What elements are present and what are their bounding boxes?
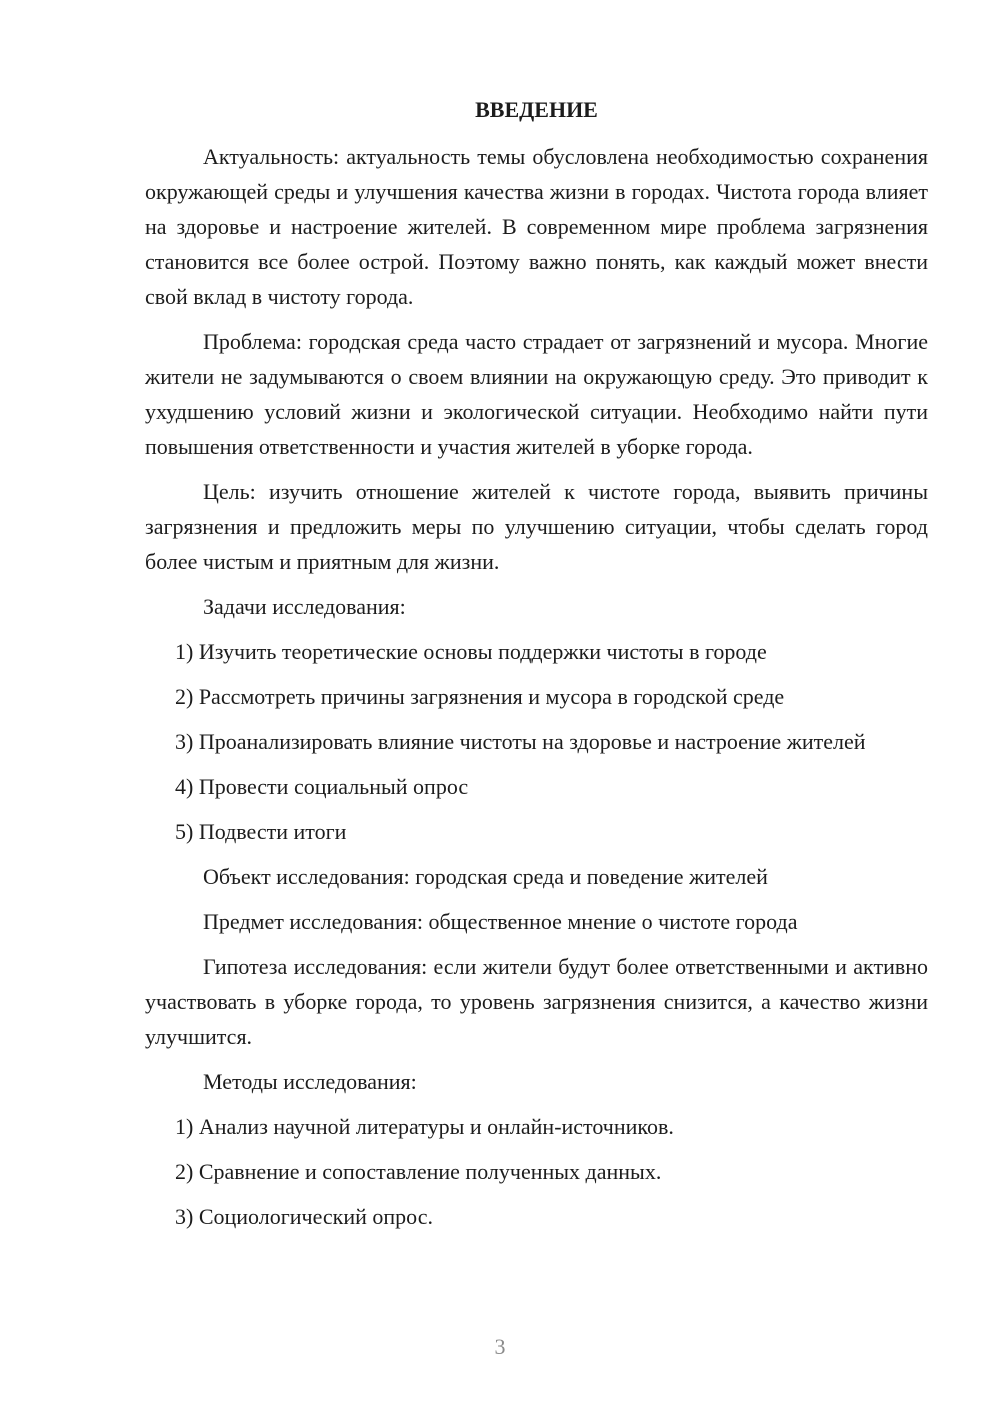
methods-heading: Методы исследования: — [203, 1069, 417, 1094]
task-item: 4) Провести социальный опрос — [175, 774, 469, 799]
page-number: 3 — [494, 1334, 506, 1359]
task-item: 5) Подвести итоги — [175, 819, 347, 844]
method-item: 3) Социологический опрос. — [175, 1204, 433, 1229]
problem-paragraph: Проблема: городская среда часто страдает от загрязнений и мусора. Многие жители не задумываются о своем влиянии на окружающую среду. Это приводит к ухудшению условий жизни и экологической ситуации. Необходимо найти пути повышения ответственности и участия жителей в уборке города. — [145, 329, 928, 459]
page-title: ВВЕДЕНИЕ — [475, 97, 598, 122]
tasks-heading: Задачи исследования: — [203, 594, 406, 619]
method-item: 1) Анализ научной литературы и онлайн-источников. — [175, 1114, 674, 1139]
subject-line: Предмет исследования: общественное мнение о чистоте города — [203, 909, 798, 934]
goal-paragraph: Цель: изучить отношение жителей к чистоте города, выявить причины загрязнения и предложить меры по улучшению ситуации, чтобы сделать город более чистым и приятным для жизни. — [145, 479, 928, 574]
object-line: Объект исследования: городская среда и поведение жителей — [203, 864, 768, 889]
relevance-paragraph: Актуальность: актуальность темы обусловлена необходимостью сохранения окружающей среды и улучшения качества жизни в городах. Чистота города влияет на здоровье и настроение жителей. В современном мире проблема загрязнения становится все более острой. Поэтому важно понять, как каждый может внести свой вклад в чистоту города. — [145, 144, 928, 309]
document-page — [145, 96, 928, 1244]
hypothesis-paragraph: Гипотеза исследования: если жители будут более ответственными и активно участвовать в уборке города, то уровень загрязнения снизится, а качество жизни улучшится. — [145, 954, 928, 1049]
task-item: 3) Проанализировать влияние чистоты на здоровье и настроение жителей — [175, 729, 866, 754]
task-item: 1) Изучить теоретические основы поддержки чистоты в городе — [175, 639, 767, 664]
method-item: 2) Сравнение и сопоставление полученных данных. — [175, 1159, 662, 1184]
task-item: 2) Рассмотреть причины загрязнения и мусора в городской среде — [175, 684, 785, 709]
